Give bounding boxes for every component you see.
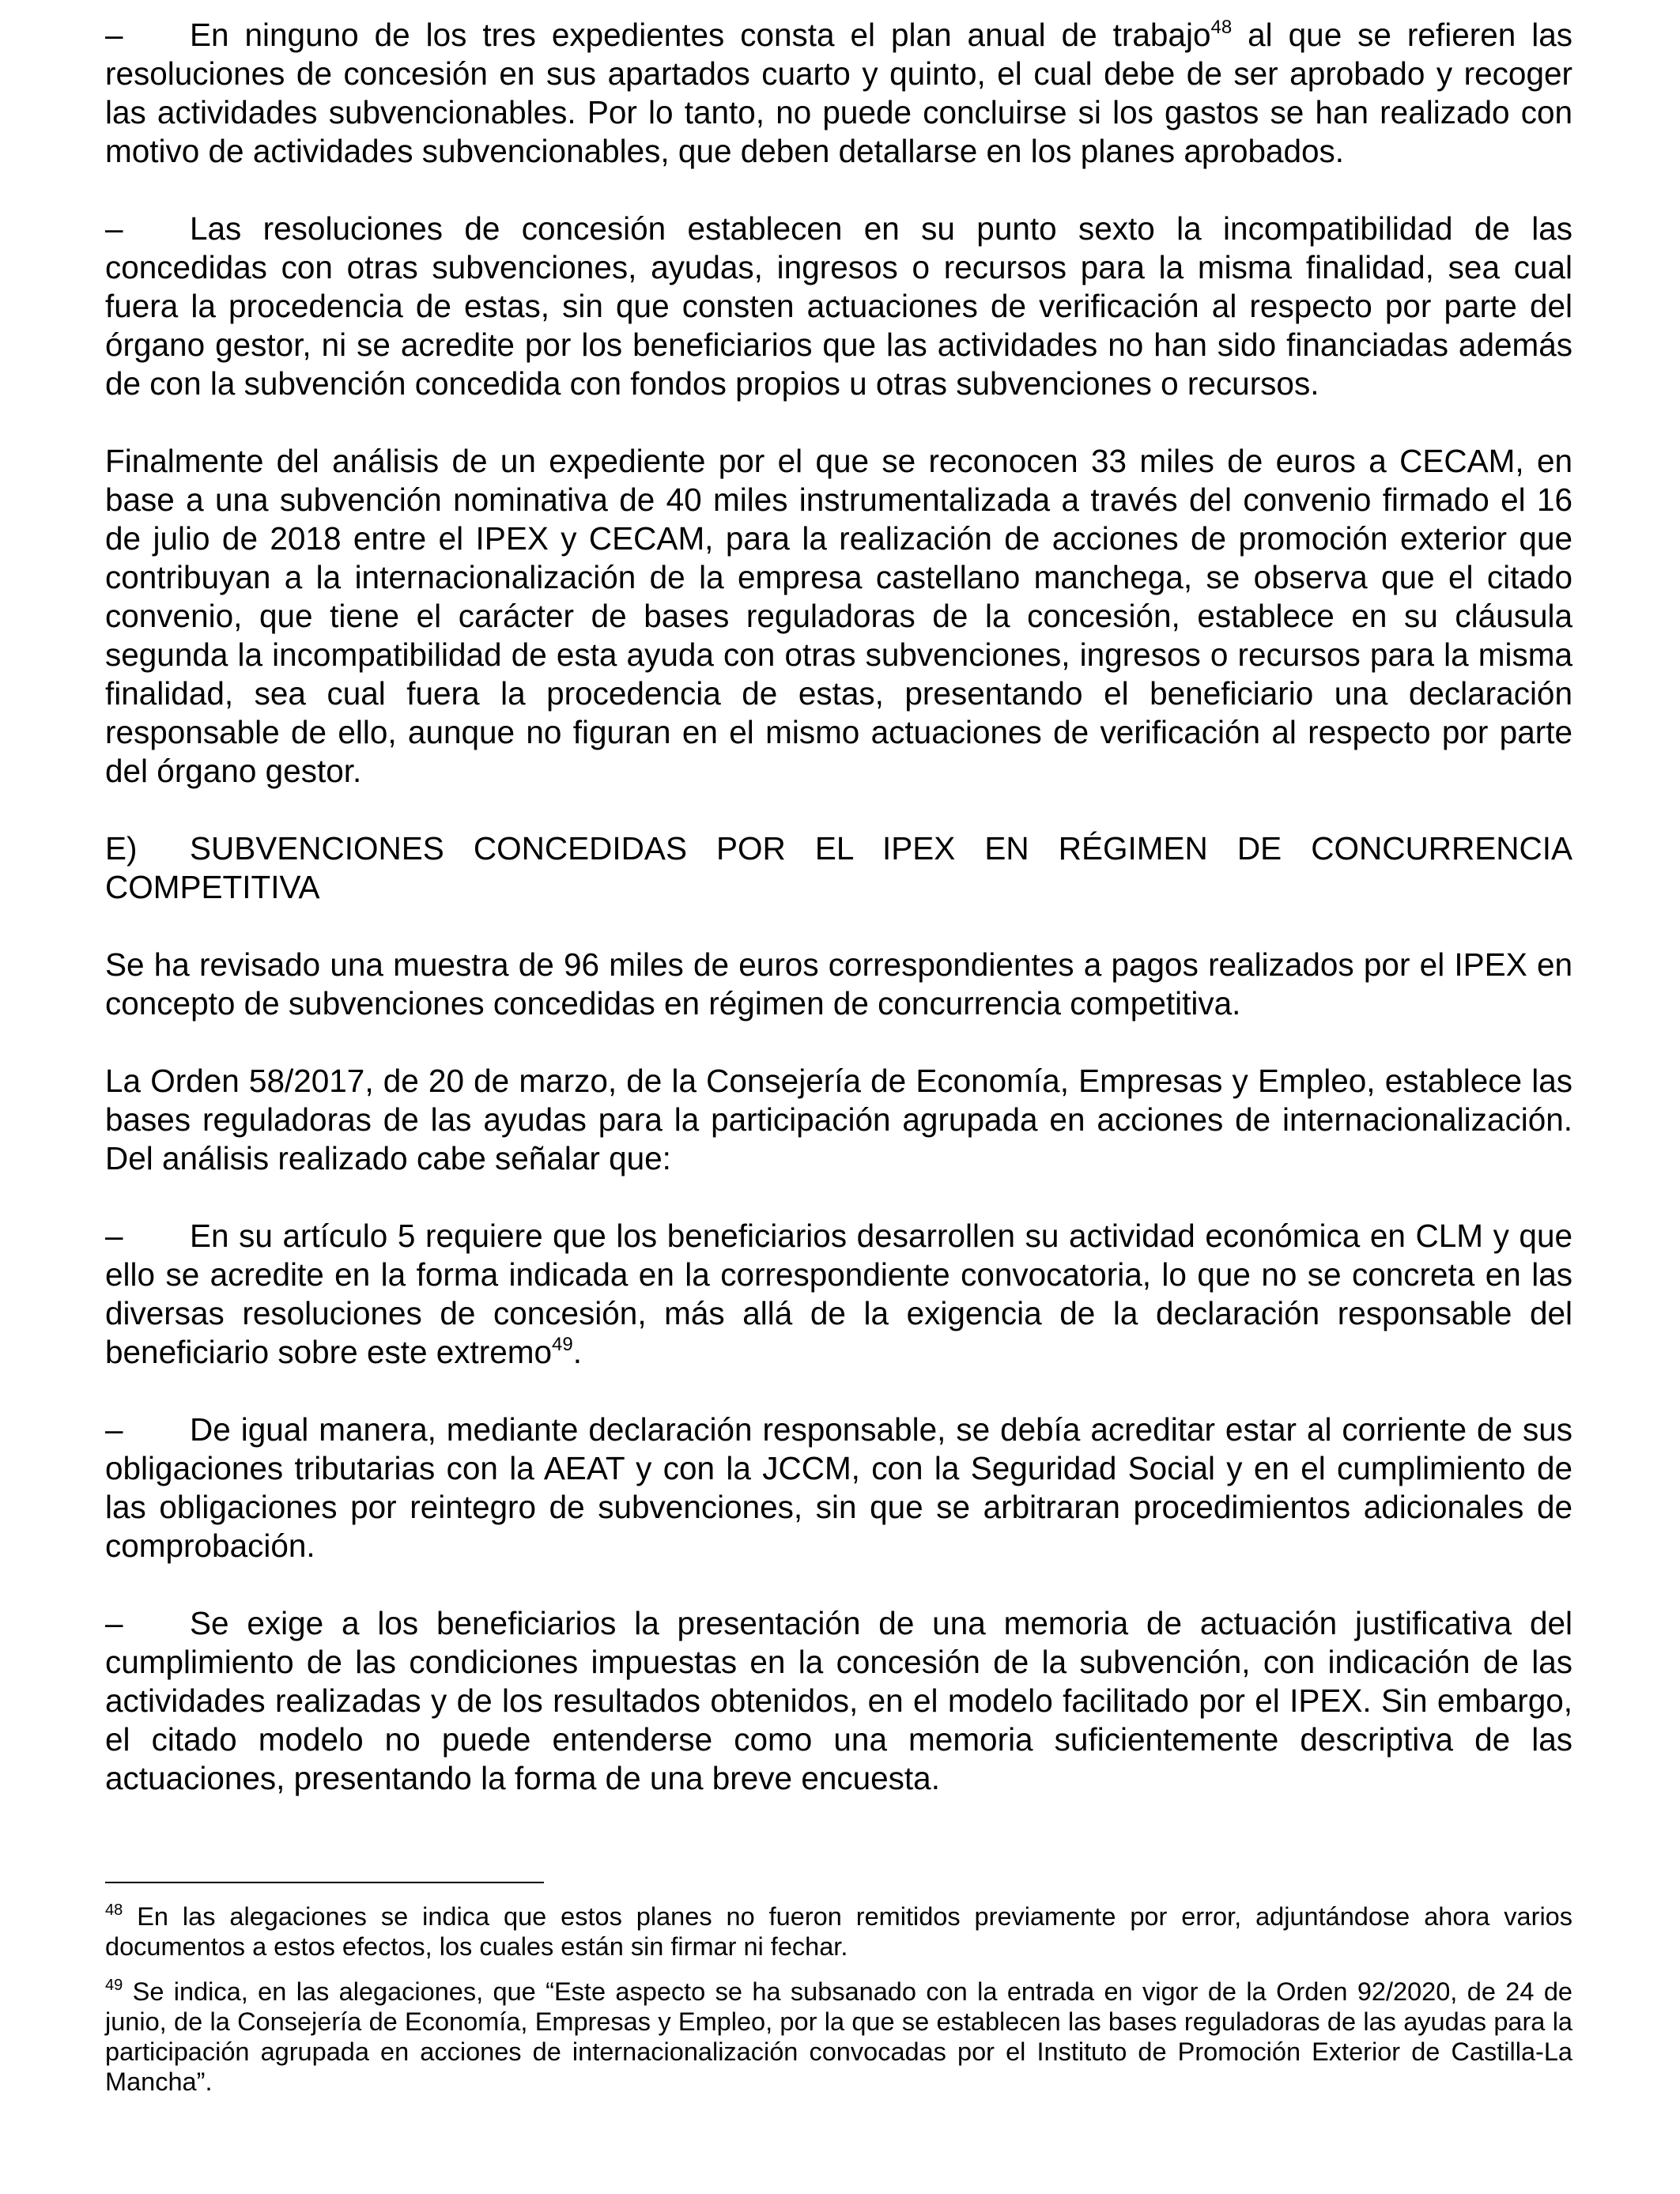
footnotes-section bbox=[105, 1901, 1572, 2112]
footnote-number: 49 bbox=[105, 1977, 123, 1995]
footnote-number: 48 bbox=[105, 1901, 123, 1920]
item-text-cont: . bbox=[572, 1334, 583, 1370]
item-text: En su artículo 5 requiere que los beneficiarios desarrollen su actividad económica en CLM y que ello se acredite en la forma indicada en la correspondiente convocatoria, lo que no se concreta en las diversas resoluciones de concesión, más allá de la exigencia de la declaración responsable del beneficiario sobre este extremo bbox=[105, 1218, 1572, 1370]
item-text: Se exige a los beneficiarios la presentación de una memoria de actuación justificativa del cumplimiento de las condiciones impuestas en la concesión de la subvención, con indicación de las actividades realizadas y de los resultados obtenidos, en el modelo facilitado por el IPEX. Sin embargo, el citado modelo no puede entenderse como una memoria suficientemente descriptiva de las actuaciones, presentando la forma de una breve encuesta. bbox=[105, 1605, 1572, 1796]
list-item-articulo-5 bbox=[105, 1217, 1572, 1372]
dash-bullet-icon: – bbox=[105, 17, 123, 53]
section-title: SUBVENCIONES CONCEDIDAS POR EL IPEX EN RÉGIMEN DE CONCURRENCIA COMPETITIVA bbox=[105, 830, 1572, 905]
item-text: Las resoluciones de concesión establecen en su punto sexto la incompatibilidad de las concedidas con otras subvenciones, ayudas, ingresos o recursos para la misma finalidad, sea cual fuera la procedencia de estas, sin que consten actuaciones de verificación al respecto por parte del órgano gestor, ni se acredite por los beneficiarios que las actividades no han sido financiadas además de con la subvención concedida con fondos propios u otras subvenciones o recursos. bbox=[105, 210, 1572, 402]
dash-bullet-icon: – bbox=[105, 1218, 123, 1254]
paragraph-orden: La Orden 58/2017, de 20 de marzo, de la Consejería de Economía, Empresas y Empleo, establece las bases reguladoras de las ayudas para la participación agrupada en acciones de internacionalización. Del análisis realizado cabe señalar que: bbox=[105, 1063, 1572, 1176]
dash-bullet-icon: – bbox=[105, 1411, 123, 1448]
list-item-memoria bbox=[105, 1604, 1572, 1798]
footnote-ref-48[interactable]: 48 bbox=[1210, 16, 1233, 38]
list-item-declaracion bbox=[105, 1410, 1572, 1565]
footnote-49 bbox=[105, 1977, 1572, 2097]
dash-bullet-icon: – bbox=[105, 210, 123, 247]
paragraph-cecam: Finalmente del análisis de un expediente por el que se reconocen 33 miles de euros a CECAM, en base a una subvención nominativa de 40 miles instrumentalizada a través del convenio firmado el 16 de julio de 2018 entre el IPEX y CECAM, para la realización de acciones de promoción exterior que contribuyan a la internacionalización de la empresa castellano manchega, se observa que el citado convenio, que tiene el carácter de bases reguladoras de la concesión, establece en su cláusula segunda la incompatibilidad de esta ayuda con otras subvenciones, ingresos o recursos para la misma finalidad, sea cual fuera la procedencia de estas, presentando el beneficiario una declaración responsable de ello, aunque no figuran en el mismo actuaciones de verificación al respecto por parte del órgano gestor. bbox=[105, 443, 1572, 789]
item-text: En ninguno de los tres expedientes consta el plan anual de trabajo bbox=[190, 17, 1211, 53]
section-letter: E) bbox=[105, 830, 138, 867]
dash-bullet-icon: – bbox=[105, 1605, 123, 1641]
footnote-text: Se indica, en las alegaciones, que “Este aspecto se ha subsanado con la entrada en vigor de la Orden 92/2020, de 24 de junio, de la Consejería de Economía, Empresas y Empleo, por la que se establecen las bases reguladoras de las ayudas para la participación agrupada en acciones de internacionalización convocadas por el Instituto de Promoción Exterior de Castilla-La Mancha”. bbox=[105, 1977, 1572, 2096]
list-item-plan-anual bbox=[105, 16, 1572, 171]
list-item-incompatibilidad bbox=[105, 210, 1572, 403]
item-text: De igual manera, mediante declaración responsable, se debía acreditar estar al corriente de sus obligaciones tributarias con la AEAT y con la JCCM, con la Seguridad Social y en el cumplimiento de las obligaciones por reintegro de subvenciones, sin que se arbitraran procedimientos adicionales de comprobación. bbox=[105, 1411, 1572, 1564]
footnote-48 bbox=[105, 1901, 1572, 1962]
footnote-ref-49[interactable]: 49 bbox=[552, 1333, 573, 1355]
footnote-text: En las alegaciones se indica que estos planes no fueron remitidos previamente por error, adjuntándose ahora varios documentos a estos efectos, los cuales están sin firmar ni fechar. bbox=[105, 1902, 1572, 1961]
document-body bbox=[105, 16, 1572, 1798]
paragraph-muestra: Se ha revisado una muestra de 96 miles de euros correspondientes a pagos realizados por el IPEX en concepto de subvenciones concedidas en régimen de concurrencia competitiva. bbox=[105, 946, 1572, 1021]
footnote-separator bbox=[105, 1882, 544, 1883]
section-heading-e bbox=[105, 829, 1572, 907]
item-text-cont: al que se refieren las resoluciones de concesión en sus apartados cuarto y quinto, el cual debe de ser aprobado y recoger las actividades subvencionables. Por lo tanto, no puede concluirse si los gastos se han realizado con motivo de actividades subvencionables, que deben detallarse en los planes aprobados. bbox=[105, 17, 1572, 169]
